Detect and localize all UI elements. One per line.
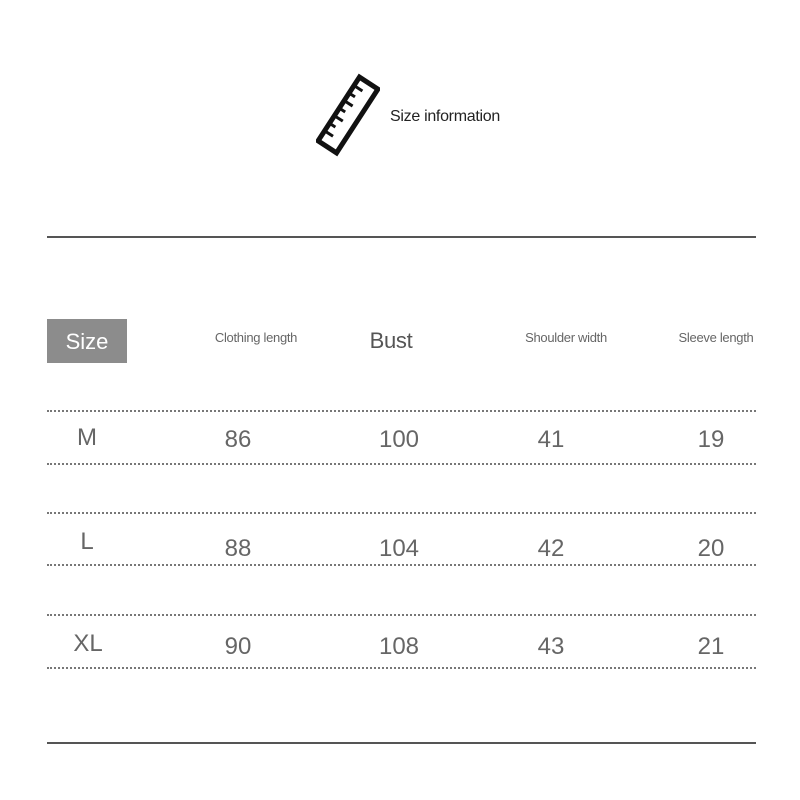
sleeve-length-header: Sleeve length [678, 330, 754, 345]
size-cell: M [77, 424, 97, 451]
row-divider [47, 667, 756, 669]
size-cell: L [80, 528, 94, 555]
bottom-divider [47, 742, 756, 744]
page-title: Size information [390, 108, 500, 125]
size-column-header: Size [47, 319, 127, 363]
sleeve-length-cell: 20 [697, 535, 725, 562]
row-divider [47, 512, 756, 514]
bust-cell: 108 [378, 633, 420, 660]
clothing-length-cell: 88 [224, 535, 252, 562]
ruler-icon [316, 72, 380, 158]
row-divider [47, 463, 756, 465]
sleeve-length-cell: 21 [697, 633, 725, 660]
size-info-header [316, 72, 516, 158]
top-divider [47, 236, 756, 238]
clothing-length-header: Clothing length [214, 330, 298, 345]
shoulder-width-header: Shoulder width [525, 330, 607, 345]
shoulder-width-cell: 43 [537, 633, 565, 660]
row-divider [47, 614, 756, 616]
shoulder-width-cell: 41 [537, 426, 565, 453]
shoulder-width-cell: 42 [537, 535, 565, 562]
clothing-length-cell: 86 [224, 426, 252, 453]
bust-cell: 104 [378, 535, 420, 562]
sleeve-length-cell: 19 [697, 426, 725, 453]
row-divider [47, 410, 756, 412]
size-cell: XL [73, 630, 103, 657]
clothing-length-cell: 90 [224, 633, 252, 660]
row-divider [47, 564, 756, 566]
bust-header: Bust [369, 328, 413, 353]
bust-cell: 100 [378, 426, 420, 453]
